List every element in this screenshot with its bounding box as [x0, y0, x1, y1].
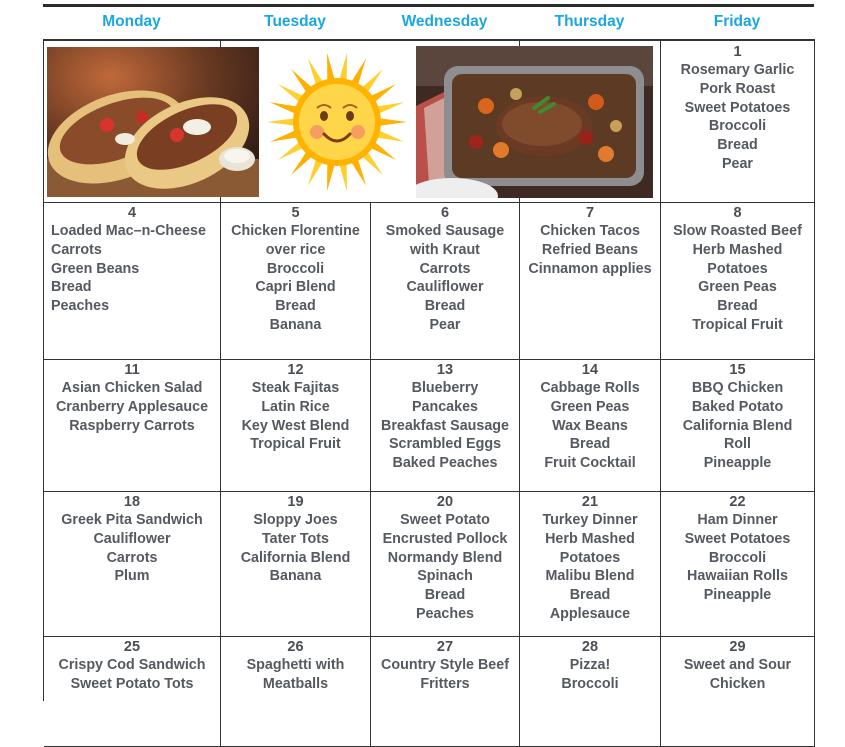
day-number: 28	[581, 639, 599, 655]
menu-item: Potatoes	[707, 260, 768, 277]
day-cell-friday	[661, 41, 815, 202]
day-cell-monday	[44, 636, 221, 746]
day-number: 1	[733, 44, 742, 60]
week-row-5	[44, 636, 815, 747]
menu-item: Bread	[424, 298, 466, 315]
day-cell-friday	[661, 491, 815, 636]
pot-roast-photo	[416, 46, 653, 198]
menu-item: with Kraut	[410, 241, 480, 258]
day-number: 6	[440, 205, 450, 221]
menu-item: Crispy Cod Sandwich	[58, 657, 206, 673]
sun-ray	[339, 53, 347, 81]
menu-item: Country Style Beef	[381, 657, 509, 673]
day-number: 25	[123, 639, 141, 655]
day-number: 5	[291, 205, 300, 221]
menu-item: Wax Beans	[552, 417, 628, 434]
day-cell-thursday	[520, 636, 661, 746]
menu-item: Pineapple	[703, 587, 772, 604]
menu-item: Herb Mashed	[545, 530, 635, 547]
day-cell-tuesday	[221, 202, 371, 359]
menu-item: Raspberry Carrots	[69, 417, 195, 434]
menu-item: Plum	[114, 568, 150, 585]
day-number: 22	[729, 494, 746, 510]
header-monday: Monday	[102, 13, 161, 30]
header-wednesday: Wednesday	[401, 13, 488, 30]
menu-item: Slow Roasted Beef	[673, 223, 802, 239]
day-number: 18	[123, 494, 141, 510]
menu-item: Carrots	[51, 241, 102, 258]
day-number: 13	[436, 362, 454, 378]
week-row-3	[44, 359, 815, 492]
day-cell-wednesday	[371, 491, 520, 636]
day-number: 7	[585, 205, 595, 221]
menu-item: Scrambled Eggs	[388, 436, 502, 453]
menu-item: Tropical Fruit	[692, 316, 783, 333]
menu-item: Latin Rice	[261, 398, 330, 415]
menu-item: Sloppy Joes	[253, 512, 338, 528]
menu-item: Green Peas	[550, 398, 630, 415]
top-rule	[43, 4, 814, 7]
taco-photo	[47, 47, 259, 197]
sun-ray	[327, 53, 335, 81]
menu-item: Broccoli	[561, 675, 619, 692]
menu-item: Pear	[721, 155, 753, 172]
menu-item: Cauliflower	[93, 530, 171, 547]
day-cell-wednesday	[371, 202, 520, 359]
week-row-1	[44, 41, 815, 203]
day-cell-tuesday	[221, 491, 371, 636]
menu-item: Fritters	[420, 675, 470, 692]
week-row-2	[44, 202, 815, 360]
day-cell-thursday	[520, 359, 661, 491]
day-cell-friday	[661, 359, 815, 491]
menu-item: Loaded Mac–n-Cheese	[51, 223, 206, 239]
menu-item: Pizza!	[569, 657, 611, 673]
week-row-4	[44, 491, 815, 637]
menu-item: Spinach	[417, 568, 473, 585]
day-number: 27	[436, 639, 454, 655]
menu-item: Potatoes	[559, 549, 621, 566]
header-thursday: Thursday	[554, 13, 625, 30]
day-number: 15	[729, 362, 746, 378]
day-number: 11	[124, 362, 140, 378]
menu-item: Applesauce	[549, 605, 631, 622]
sun-ray	[376, 130, 404, 142]
menu-item: Cranberry Applesauce	[55, 398, 209, 415]
menu-item: Pineapple	[703, 455, 772, 472]
day-number: 14	[581, 362, 599, 378]
weekday-header	[43, 8, 814, 38]
menu-item: Sweet Potato	[400, 512, 490, 528]
menu-item: Roll	[723, 436, 751, 453]
menu-item: Refried Beans	[541, 241, 639, 258]
day-cell-friday	[661, 202, 815, 359]
menu-item: Turkey Dinner	[542, 512, 638, 528]
menu-item: Ham Dinner	[697, 512, 778, 528]
sun-ray	[376, 102, 404, 114]
day-cell-thursday	[520, 202, 661, 359]
day-number: 20	[436, 494, 454, 510]
menu-item: Sweet Potatoes	[684, 99, 791, 116]
menu-item: over rice	[265, 241, 326, 258]
menu-item: Steak Fajitas	[251, 380, 340, 396]
menu-item: Broccoli	[266, 260, 325, 277]
menu-item: California Blend	[240, 549, 351, 566]
menu-item: Peaches	[51, 298, 110, 315]
day-number: 21	[581, 494, 599, 510]
menu-item: Chicken Tacos	[540, 223, 640, 239]
sun-ray	[327, 163, 335, 191]
day-cell-tuesday	[221, 636, 371, 746]
menu-item: Breakfast Sausage	[381, 417, 509, 434]
menu-item: Herb Mashed	[692, 241, 783, 258]
menu-item: Pancakes	[412, 398, 478, 415]
sun-ray	[270, 130, 298, 142]
sun-ray	[339, 163, 347, 191]
menu-item: Hawaiian Rolls	[687, 568, 788, 585]
menu-item: Bread	[51, 279, 92, 296]
menu-item: Key West Blend	[241, 417, 350, 434]
menu-calendar-grid	[43, 39, 815, 701]
menu-item: Broccoli	[708, 118, 767, 135]
menu-item: Blueberry	[411, 380, 479, 396]
sun-ray	[267, 118, 295, 126]
menu-item: Meatballs	[262, 675, 329, 692]
menu-item: Spaghetti with	[246, 657, 345, 673]
menu-item: Rosemary Garlic	[680, 62, 795, 78]
menu-item: Cinnamon applies	[528, 260, 652, 277]
menu-item: Pear	[429, 316, 461, 333]
menu-item: Peaches	[415, 605, 475, 622]
menu-item: Chicken	[709, 675, 766, 692]
menu-item: Sweet Potato Tots	[70, 675, 194, 692]
menu-item: Baked Potato	[691, 398, 784, 415]
menu-item: Chicken Florentine	[231, 223, 360, 239]
day-cell-wednesday	[371, 359, 520, 491]
menu-item: Bread	[717, 137, 758, 154]
menu-item: Carrots	[106, 549, 158, 566]
menu-item: Encrusted Pollock	[382, 530, 508, 547]
day-cell-monday	[44, 359, 221, 491]
header-friday: Friday	[713, 13, 761, 30]
day-cell-wednesday	[371, 636, 520, 746]
sun-ray	[270, 102, 298, 114]
menu-item: Banana	[269, 568, 322, 585]
menu-item: Bread	[569, 587, 611, 604]
menu-item: Cauliflower	[406, 279, 484, 296]
day-number: 26	[287, 639, 304, 655]
day-number: 4	[127, 205, 137, 221]
day-number: 12	[287, 362, 304, 378]
menu-item: BBQ Chicken	[691, 380, 784, 396]
menu-item: Green Beans	[51, 260, 140, 277]
menu-item: Broccoli	[708, 549, 767, 566]
menu-item: Smoked Sausage	[385, 223, 505, 239]
menu-item: Fruit Cocktail	[544, 455, 636, 472]
menu-item: Bread	[424, 587, 466, 604]
menu-item: Tropical Fruit	[250, 436, 341, 453]
menu-item: Baked Peaches	[392, 455, 498, 472]
day-number: 8	[733, 205, 742, 221]
menu-item: Normandy Blend	[387, 549, 503, 566]
day-number: 29	[729, 639, 746, 655]
menu-item: Bread	[717, 298, 758, 315]
day-cell-monday	[44, 491, 221, 636]
menu-item: Sweet Potatoes	[684, 530, 791, 547]
day-cell-tuesday	[221, 359, 371, 491]
menu-item: Greek Pita Sandwich	[61, 512, 203, 528]
menu-item: Sweet and Sour	[683, 657, 792, 673]
menu-item: Bread	[275, 298, 316, 315]
menu-item: Carrots	[419, 260, 471, 277]
menu-item: Cabbage Rolls	[540, 380, 640, 396]
sun-illustration	[262, 44, 412, 199]
day-cell-monday	[44, 202, 221, 359]
menu-item: Malibu Blend	[545, 568, 635, 585]
menu-item: Pork Roast	[699, 80, 776, 97]
menu-item: Asian Chicken Salad	[61, 380, 203, 396]
sun-ray	[379, 118, 407, 126]
day-number: 19	[287, 494, 304, 510]
menu-item: Bread	[569, 436, 611, 453]
header-tuesday: Tuesday	[264, 13, 326, 30]
menu-item: Green Peas	[698, 279, 777, 296]
menu-item: Capri Blend	[255, 279, 336, 296]
menu-item: Tater Tots	[262, 530, 329, 547]
menu-item: Banana	[269, 316, 322, 333]
menu-item: California Blend	[682, 417, 793, 434]
day-cell-friday	[661, 636, 815, 746]
day-cell-thursday	[520, 491, 661, 636]
